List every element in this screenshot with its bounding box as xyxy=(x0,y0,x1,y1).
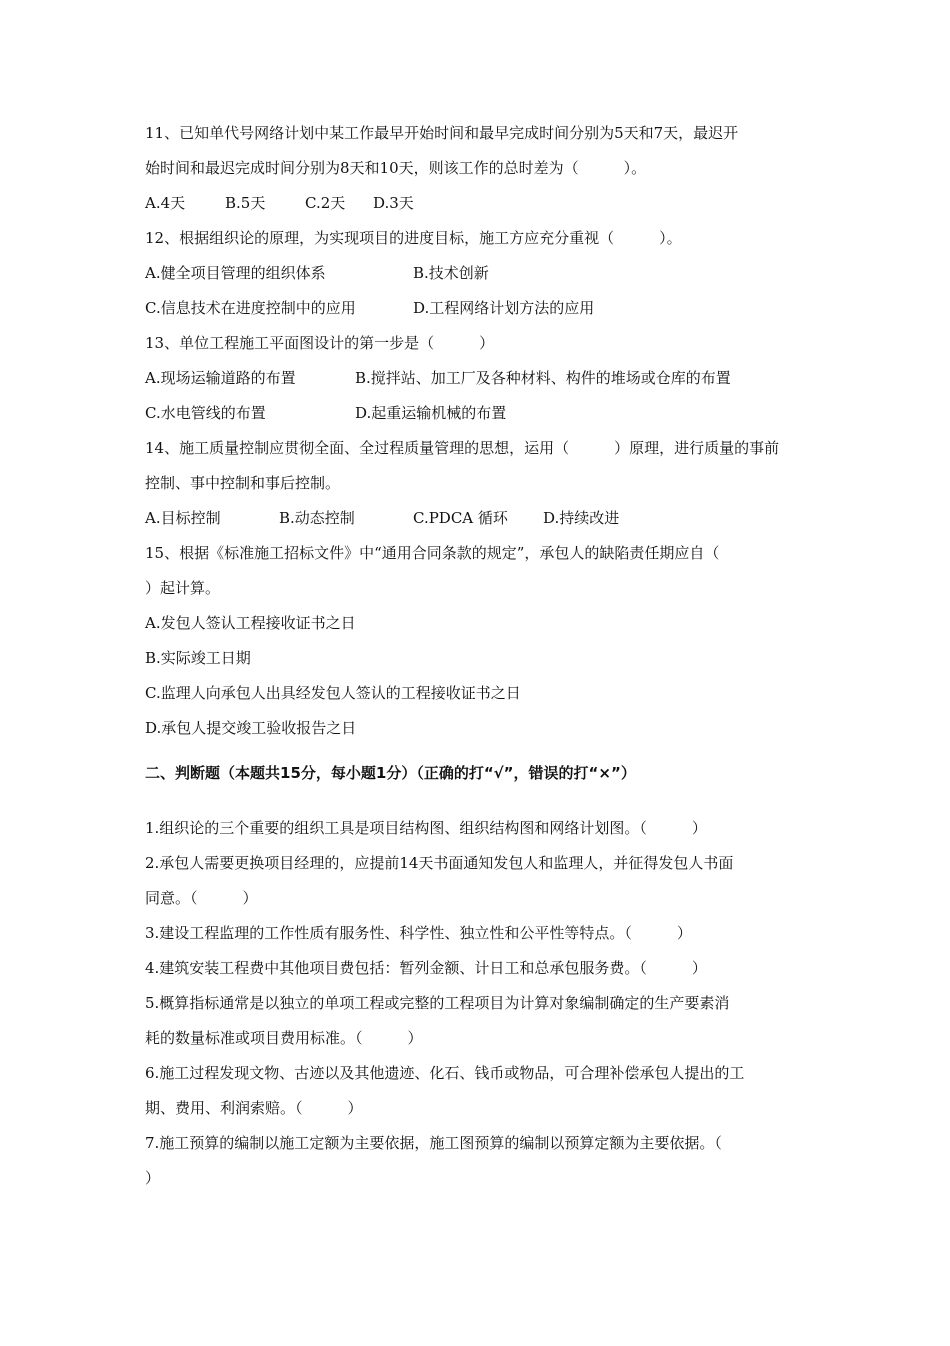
judgment-item-6-line-2: 期、费用、利润索赔。（ ） xyxy=(145,1099,363,1117)
question-13-option-a: A.现场运输道路的布置 xyxy=(145,369,296,387)
question-13-option-d: D.起重运输机械的布置 xyxy=(355,404,507,422)
exam-page xyxy=(145,116,810,1196)
question-13-option-c: C.水电管线的布置 xyxy=(145,404,266,422)
judgment-item-7-line-2: ） xyxy=(145,1169,161,1187)
judgment-item-5-line-2: 耗的数量标准或项目费用标准。（ ） xyxy=(145,1029,423,1047)
question-13-options-row-1 xyxy=(145,361,810,396)
judgment-item-5 xyxy=(145,986,810,1056)
question-12-options-row-2 xyxy=(145,291,810,326)
question-11-line-1: 11、已知单代号网络计划中某工作最早开始时间和最早完成时间分别为5天和7天，最迟开 xyxy=(145,124,739,142)
question-14-line-1: 14、施工质量控制应贯彻全面、全过程质量管理的思想，运用（ ）原理，进行质量的事前 xyxy=(145,439,780,457)
question-12-option-c: C.信息技术在进度控制中的应用 xyxy=(145,299,356,317)
judgment-item-1-line-1: 1.组织论的三个重要的组织工具是项目结构图、组织结构图和网络计划图。（ ） xyxy=(145,819,707,837)
question-12-options-row-1 xyxy=(145,256,810,291)
question-11-option-d: D.3天 xyxy=(373,194,414,212)
question-14-options xyxy=(145,501,810,536)
judgment-item-6 xyxy=(145,1056,810,1126)
question-11-line-2: 始时间和最迟完成时间分别为8天和10天，则该工作的总时差为（ ）。 xyxy=(145,159,647,177)
judgment-item-5-line-1: 5.概算指标通常是以独立的单项工程或完整的工程项目为计算对象编制确定的生产要素消 xyxy=(145,994,730,1012)
question-11 xyxy=(145,116,810,221)
judgment-item-3-line-1: 3.建设工程监理的工作性质有服务性、科学性、独立性和公平性等特点。（ ） xyxy=(145,924,692,942)
question-15-option-d: D.承包人提交竣工验收报告之日 xyxy=(145,719,357,737)
question-14-line-2: 控制、事中控制和事后控制。 xyxy=(145,474,341,492)
question-15-option-b: B.实际竣工日期 xyxy=(145,649,251,667)
question-12-option-a: A.健全项目管理的组织体系 xyxy=(145,264,326,282)
question-12-option-b: B.技术创新 xyxy=(413,264,489,282)
section-2-title: 二、判断题（本题共15分，每小题1分）（正确的打“√”，错误的打“×”） xyxy=(145,764,636,782)
question-15-option-a: A.发包人签认工程接收证书之日 xyxy=(145,614,356,632)
judgment-item-2 xyxy=(145,846,810,916)
judgment-item-2-line-1: 2.承包人需要更换项目经理的，应提前14天书面通知发包人和监理人，并征得发包人书面 xyxy=(145,854,734,872)
question-11-option-c: C.2天 xyxy=(305,194,346,212)
judgment-item-4-line-1: 4.建筑安装工程费中其他项目费包括：暂列金额、计日工和总承包服务费。（ ） xyxy=(145,959,707,977)
judgment-item-1 xyxy=(145,811,810,846)
judgment-item-6-line-1: 6.施工过程发现文物、古迹以及其他遗迹、化石、钱币或物品，可合理补偿承包人提出的工 xyxy=(145,1064,745,1082)
question-11-option-a: A.4天 xyxy=(145,194,186,212)
judgment-item-7-line-1: 7.施工预算的编制以施工定额为主要依据，施工图预算的编制以预算定额为主要依据。（ xyxy=(145,1134,722,1152)
judgment-list xyxy=(145,811,810,1196)
judgment-item-7 xyxy=(145,1126,810,1196)
question-11-option-b: B.5天 xyxy=(225,194,266,212)
question-13-line-1: 13、单位工程施工平面图设计的第一步是（ ） xyxy=(145,334,495,352)
question-12-line-1: 12、根据组织论的原理，为实现项目的进度目标，施工方应充分重视（ ）。 xyxy=(145,229,682,247)
question-13-options-row-2 xyxy=(145,396,810,431)
question-14-option-c: C.PDCA 循环 xyxy=(413,509,508,527)
question-15 xyxy=(145,536,810,746)
question-15-line-1: 15、根据《标准施工招标文件》中“通用合同条款的规定”，承包人的缺陷责任期应自（ xyxy=(145,544,720,562)
question-13 xyxy=(145,326,810,431)
judgment-item-4 xyxy=(145,951,810,986)
judgment-item-2-line-2: 同意。（ ） xyxy=(145,889,258,907)
judgment-item-3 xyxy=(145,916,810,951)
question-12 xyxy=(145,221,810,326)
question-14 xyxy=(145,431,810,536)
question-14-option-a: A.目标控制 xyxy=(145,509,221,527)
question-15-line-2: ）起计算。 xyxy=(145,579,221,597)
question-14-option-d: D.持续改进 xyxy=(543,509,620,527)
question-14-option-b: B.动态控制 xyxy=(279,509,355,527)
question-12-option-d: D.工程网络计划方法的应用 xyxy=(413,299,595,317)
question-13-option-b: B.搅拌站、加工厂及各种材料、构件的堆场或仓库的布置 xyxy=(355,369,731,387)
question-15-option-c: C.监理人向承包人出具经发包人签认的工程接收证书之日 xyxy=(145,684,521,702)
question-11-options xyxy=(145,186,810,221)
